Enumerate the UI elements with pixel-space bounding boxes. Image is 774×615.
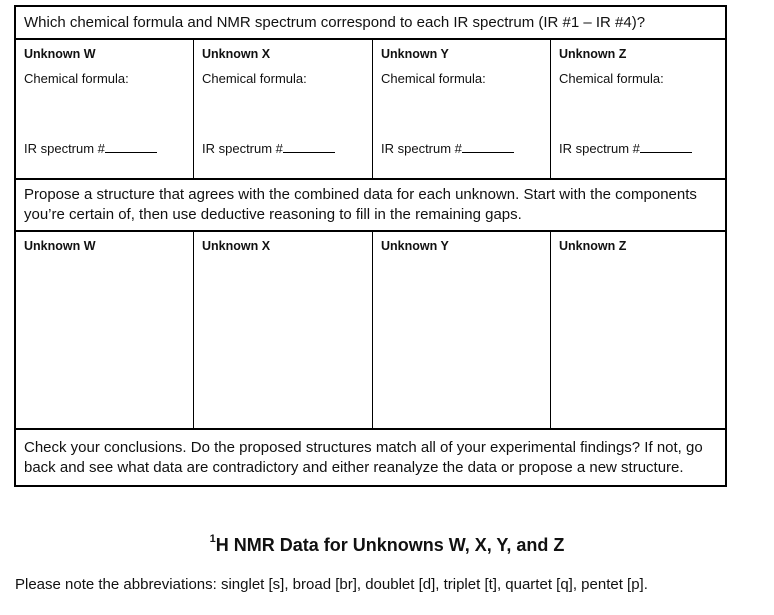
- structure-cell-w[interactable]: [16, 232, 194, 428]
- question-2: Propose a structure that agrees with the combined data for each unknown. Start with the components you’re certain of, then use deductive reasoning to fill in the remaining gaps.: [16, 180, 725, 232]
- unknown-label: Unknown Y: [381, 47, 449, 61]
- ir-spectrum-label: IR spectrum #: [202, 141, 283, 156]
- unknown-label: Unknown W: [24, 47, 96, 61]
- answer-blank[interactable]: [640, 140, 692, 153]
- formula-ir-grid: [16, 40, 725, 180]
- cell-unknown-w[interactable]: [16, 40, 194, 178]
- heading-text: H NMR Data for Unknowns W, X, Y, and Z: [215, 535, 565, 555]
- question-1: Which chemical formula and NMR spectrum correspond to each IR spectrum (IR #1 – IR #4)?: [16, 7, 725, 40]
- cell-unknown-z[interactable]: [551, 40, 725, 178]
- unknown-label: Unknown Z: [559, 239, 627, 253]
- ir-spectrum-field[interactable]: [381, 140, 514, 156]
- ir-spectrum-field[interactable]: [559, 140, 692, 156]
- nmr-heading: [0, 535, 774, 556]
- chemical-formula-label: Chemical formula:: [202, 71, 307, 86]
- structure-grid: [16, 232, 725, 430]
- answer-blank[interactable]: [462, 140, 514, 153]
- answer-blank[interactable]: [105, 140, 157, 153]
- structure-cell-z[interactable]: [551, 232, 725, 428]
- chemical-formula-label: Chemical formula:: [559, 71, 664, 86]
- ir-spectrum-field[interactable]: [202, 140, 335, 156]
- structure-cell-x[interactable]: [194, 232, 373, 428]
- answer-blank[interactable]: [283, 140, 335, 153]
- ir-spectrum-field[interactable]: [24, 140, 157, 156]
- structure-cell-y[interactable]: [373, 232, 551, 428]
- cell-unknown-y[interactable]: [373, 40, 551, 178]
- cell-unknown-x[interactable]: [194, 40, 373, 178]
- ir-spectrum-label: IR spectrum #: [24, 141, 105, 156]
- heading-superscript: 1: [209, 533, 216, 545]
- chemical-formula-label: Chemical formula:: [24, 71, 129, 86]
- unknown-label: Unknown Y: [381, 239, 449, 253]
- question-3: Check your conclusions. Do the proposed structures match all of your experimental findings? If not, go back and see what data are contradictory and either reanalyze the data or propose a new structure.: [24, 439, 703, 476]
- ir-spectrum-label: IR spectrum #: [559, 141, 640, 156]
- unknown-label: Unknown X: [202, 47, 271, 61]
- worksheet-table: [14, 5, 727, 487]
- unknown-label: Unknown X: [202, 239, 271, 253]
- unknown-label: Unknown W: [24, 239, 96, 253]
- unknown-label: Unknown Z: [559, 47, 627, 61]
- chemical-formula-label: Chemical formula:: [381, 71, 486, 86]
- ir-spectrum-label: IR spectrum #: [381, 141, 462, 156]
- abbreviations-note: Please note the abbreviations: singlet [s], broad [br], doublet [d], triplet [t], quartet [q], pentet [p].: [15, 576, 648, 593]
